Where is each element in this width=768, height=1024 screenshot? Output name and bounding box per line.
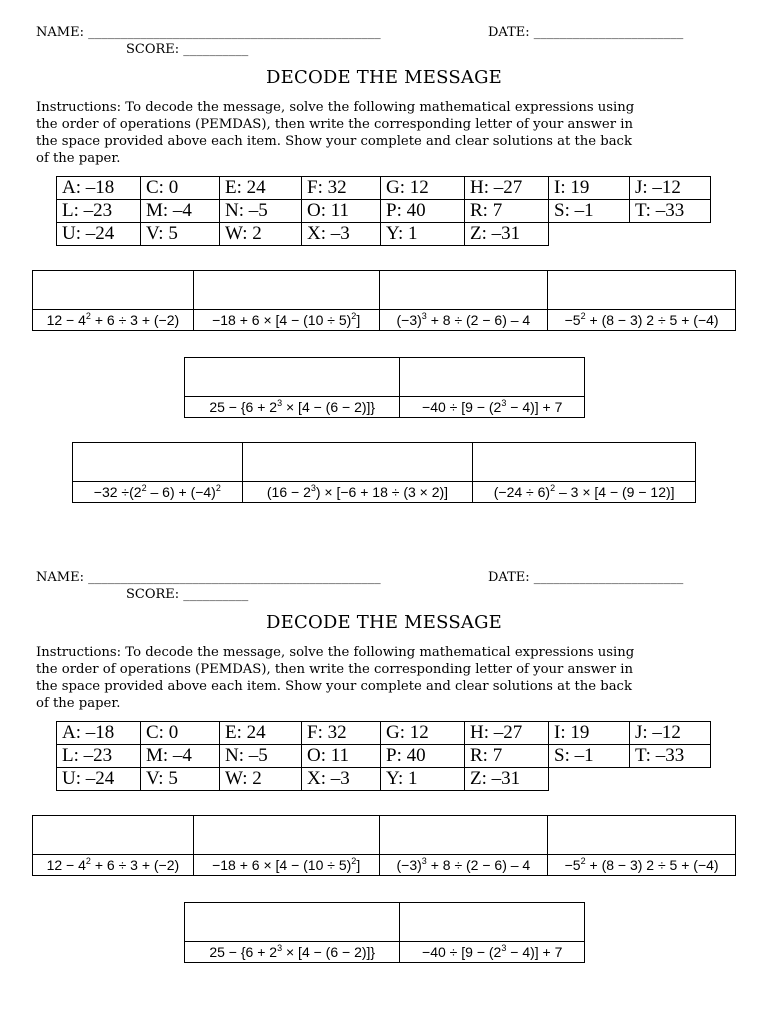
answer-box[interactable] [242,443,473,482]
key-cell: P: 40 [381,745,465,768]
key-cell: V: 5 [141,223,220,246]
expression-table-row3 [72,442,696,503]
answer-box[interactable] [548,271,736,310]
key-cell: F: 32 [302,177,381,200]
key-cell: T: –33 [630,200,711,223]
key-cell: G: 12 [381,177,465,200]
key-cell: M: –4 [141,745,220,768]
expression-cell: $12 - 4^2 + 6 \div 3 + (-2)$ [33,855,194,876]
answer-box[interactable] [473,443,696,482]
key-cell: X: –3 [302,223,381,246]
key-cell: G: 12 [381,722,465,745]
answer-box[interactable] [73,443,243,482]
answer-box[interactable] [193,816,379,855]
key-cell: P: 40 [381,200,465,223]
key-cell: L: –23 [57,745,141,768]
worksheet-title: DECODE THE MESSAGE [266,67,502,88]
expression-cell: $-32 \div(2^2 - 6) + (-4)^2$ [73,482,243,503]
key-cell-empty [549,768,630,791]
answer-box[interactable] [400,903,585,942]
expression-table-row2 [184,902,585,963]
score-field[interactable]: SCORE: __________ [126,587,249,602]
key-cell: S: –1 [549,745,630,768]
name-field[interactable]: NAME: _____________________________________________ [36,25,381,40]
key-cell: M: –4 [141,200,220,223]
expression-cell: $12 - 4^2 + 6 \div 3 + (-2)$ [33,310,194,331]
answer-box[interactable] [185,358,400,397]
answer-box[interactable] [379,816,548,855]
key-cell: T: –33 [630,745,711,768]
key-cell: U: –24 [57,768,141,791]
key-cell: R: 7 [465,200,549,223]
date-field[interactable]: DATE: _______________________ [488,570,684,585]
key-cell: U: –24 [57,223,141,246]
key-cell: E: 24 [220,177,302,200]
key-cell: Y: 1 [381,768,465,791]
instructions-line: of the paper. [36,151,121,166]
expression-cell: $(-24 \div 6)^2 - 3 \times [4 - (9 - 12)]$ [473,482,696,503]
letter-key-table [56,721,711,791]
expression-cell: $-18 + 6 \times [4 - (10 \div 5)^2]$ [193,310,379,331]
key-cell: Y: 1 [381,223,465,246]
expression-cell: $25 - \{6 + 2^3 \times [4 - (6 - 2)]\}$ [185,942,400,963]
key-cell: V: 5 [141,768,220,791]
instructions-line: of the paper. [36,696,121,711]
key-cell-empty [630,768,711,791]
key-cell: L: –23 [57,200,141,223]
key-cell: J: –12 [630,177,711,200]
key-cell: C: 0 [141,722,220,745]
key-cell: A: –18 [57,722,141,745]
answer-box[interactable] [33,816,194,855]
expression-table-row1 [32,815,736,876]
key-cell: O: 11 [302,200,381,223]
expression-cell: $(-3)^3 + 8 \div (2 - 6) - 4$ [379,310,548,331]
instructions-line: the space provided above each item. Show your complete and clear solutions at the back [36,134,632,149]
expression-cell: $-40 \div [9 - (2^3 - 4)] + 7$ [400,942,585,963]
key-cell: C: 0 [141,177,220,200]
instructions-line: the order of operations (PEMDAS), then write the corresponding letter of your answer in [36,662,633,677]
expression-cell: $-5^2 + (8 - 3) 2 \div 5 + (-4)$ [548,855,736,876]
date-field[interactable]: DATE: _______________________ [488,25,684,40]
instructions-line: the space provided above each item. Show your complete and clear solutions at the back [36,679,632,694]
key-cell: E: 24 [220,722,302,745]
key-cell: Z: –31 [465,768,549,791]
name-field[interactable]: NAME: _____________________________________________ [36,570,381,585]
key-cell: X: –3 [302,768,381,791]
key-cell: N: –5 [220,200,302,223]
key-cell: S: –1 [549,200,630,223]
instructions [36,99,736,167]
key-cell: R: 7 [465,745,549,768]
key-cell: I: 19 [549,177,630,200]
instructions-line: Instructions: To decode the message, solve the following mathematical expressions using [36,645,635,660]
letter-key-table [56,176,711,246]
expression-cell: $-18 + 6 \times [4 - (10 \div 5)^2]$ [193,855,379,876]
key-cell: I: 19 [549,722,630,745]
expression-cell: $(16 - 2^3) \times [-6 + 18 \div (3 \times 2)]$ [242,482,473,503]
expression-cell: $25 - \{6 + 2^3 \times [4 - (6 - 2)]\}$ [185,397,400,418]
key-cell: Z: –31 [465,223,549,246]
expression-cell: $(-3)^3 + 8 \div (2 - 6) - 4$ [379,855,548,876]
key-cell: H: –27 [465,722,549,745]
expression-table-row2 [184,357,585,418]
key-cell-empty [549,223,630,246]
answer-box[interactable] [400,358,585,397]
key-cell: W: 2 [220,223,302,246]
key-cell: W: 2 [220,768,302,791]
instructions-line: Instructions: To decode the message, solve the following mathematical expressions using [36,100,635,115]
answer-box[interactable] [193,271,379,310]
answer-box[interactable] [33,271,194,310]
key-cell-empty [630,223,711,246]
key-cell: H: –27 [465,177,549,200]
score-field[interactable]: SCORE: __________ [126,42,249,57]
answer-box[interactable] [185,903,400,942]
instructions [36,644,736,712]
key-cell: O: 11 [302,745,381,768]
instructions-line: the order of operations (PEMDAS), then write the corresponding letter of your answer in [36,117,633,132]
expression-cell: $-5^2 + (8 - 3) 2 \div 5 + (-4)$ [548,310,736,331]
answer-box[interactable] [379,271,548,310]
key-cell: J: –12 [630,722,711,745]
expression-cell: $-40 \div [9 - (2^3 - 4)] + 7$ [400,397,585,418]
expression-table-row1 [32,270,736,331]
key-cell: A: –18 [57,177,141,200]
answer-box[interactable] [548,816,736,855]
worksheet-title: DECODE THE MESSAGE [266,612,502,633]
key-cell: N: –5 [220,745,302,768]
key-cell: F: 32 [302,722,381,745]
